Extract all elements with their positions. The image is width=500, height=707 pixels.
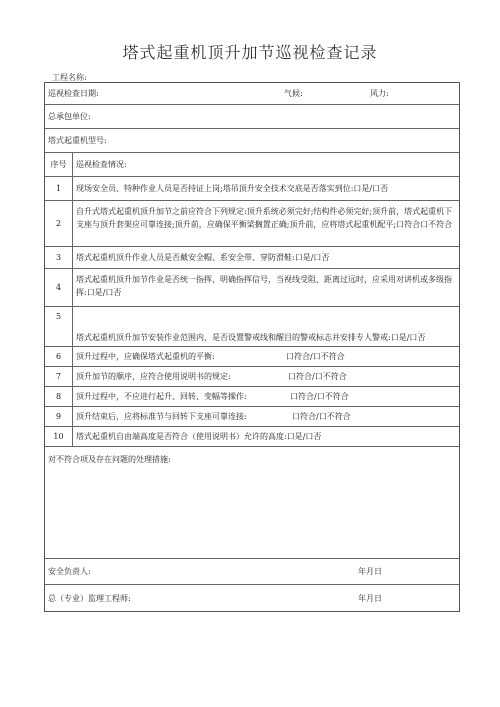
remarks-label: 对不符合项及存在问题的处理措施: <box>48 455 171 464</box>
row-text: 现场安全员、特种作业人员是否持证上岗;塔吊顶升安全技术交底是否落实到位:口是/口否 <box>76 184 389 193</box>
row-number: 4 <box>45 269 73 306</box>
table-row <box>45 307 459 347</box>
weather-label: 气候: <box>284 89 303 98</box>
table-row <box>45 387 459 407</box>
safety-signature-row <box>45 559 459 585</box>
supervisor-signature-row <box>45 585 459 611</box>
row-text: 顶升结束后，应将标准节与回转下支座可靠连接: <box>76 412 247 421</box>
row-number: 5 <box>45 307 73 346</box>
row-text: 塔式起重机顶升加节安装作业范围内，是否设置警戒线和醒目的警戒标志并安排专人警戒:口是/口否 <box>76 333 426 342</box>
safety-date: 年月日 <box>358 567 382 576</box>
row-text: 顶升过程中，应确保塔式起重机的平衡: <box>76 352 215 361</box>
project-name-label: 工程名称: <box>52 73 87 82</box>
table-row <box>45 269 459 307</box>
row-option: 口符合/口不符合 <box>292 412 351 421</box>
supervisor-date: 年月日 <box>358 593 382 603</box>
table-row <box>45 347 459 367</box>
row-text: 塔式起重机自由端高度是否符合（使用说明书）允许的高度:口是/口否 <box>76 432 322 441</box>
table-row <box>45 247 459 269</box>
table-row <box>45 407 459 427</box>
inspection-form <box>44 82 460 612</box>
row-number: 2 <box>45 201 73 246</box>
seq-header: 序号 <box>45 153 73 176</box>
date-label: 巡视检查日期: <box>48 89 99 98</box>
table-row <box>45 367 459 387</box>
model-row <box>45 129 459 153</box>
row-text: 自升式塔式起重机顶升加节之前应符合下列规定:顶升系统必须完好;结构件必须完好;顶升前，塔式起重机下支座与顶升套架应可靠连接;顶升前，应确保平衡梁搁置正确;顶升前，应将塔式起重机配平;口符合口不符合 <box>76 207 453 229</box>
row-text: 塔式起重机顶升加节作业是否统一指挥，明确指挥信号，当视线受阻、距离过远时，应采用对讲机或多级指挥:口是/口否 <box>76 275 452 297</box>
row-text: 顶升加节的顺序，应符合使用说明书的规定: <box>76 372 231 381</box>
header-row <box>45 83 459 105</box>
wind-label: 风力: <box>370 89 389 98</box>
contractor-row <box>45 105 459 129</box>
row-option: 口符合/口不符合 <box>286 352 345 361</box>
table-row <box>45 201 459 247</box>
row-number: 10 <box>45 427 73 446</box>
safety-officer-label: 安全负责人: <box>48 567 91 576</box>
remarks-row <box>45 447 459 559</box>
row-number: 1 <box>45 177 73 200</box>
page-title: 塔式起重机顶升加节巡视检查记录 <box>122 43 378 62</box>
row-option: 口符合/口不符合 <box>288 372 347 381</box>
row-number: 7 <box>45 367 73 386</box>
row-text: 顶升过程中，不应进行起升、回转、变幅等操作: <box>76 392 247 401</box>
table-header-row <box>45 153 459 177</box>
table-row <box>45 427 459 447</box>
row-number: 6 <box>45 347 73 366</box>
row-number: 3 <box>45 247 73 268</box>
supervisor-label: 总（专业）监理工程师: <box>48 593 131 603</box>
row-number: 8 <box>45 387 73 406</box>
content-header: 巡视检查情况: <box>76 160 127 169</box>
row-option: 口符合/口不符合 <box>290 392 349 401</box>
model-label: 塔式起重机型号: <box>48 136 107 145</box>
row-text: 塔式起重机顶升作业人员是否戴安全帽、系安全带、穿防滑鞋:口是/口否 <box>76 253 330 262</box>
table-row <box>45 177 459 201</box>
row-number: 9 <box>45 407 73 426</box>
contractor-label: 总承包单位: <box>48 112 91 121</box>
